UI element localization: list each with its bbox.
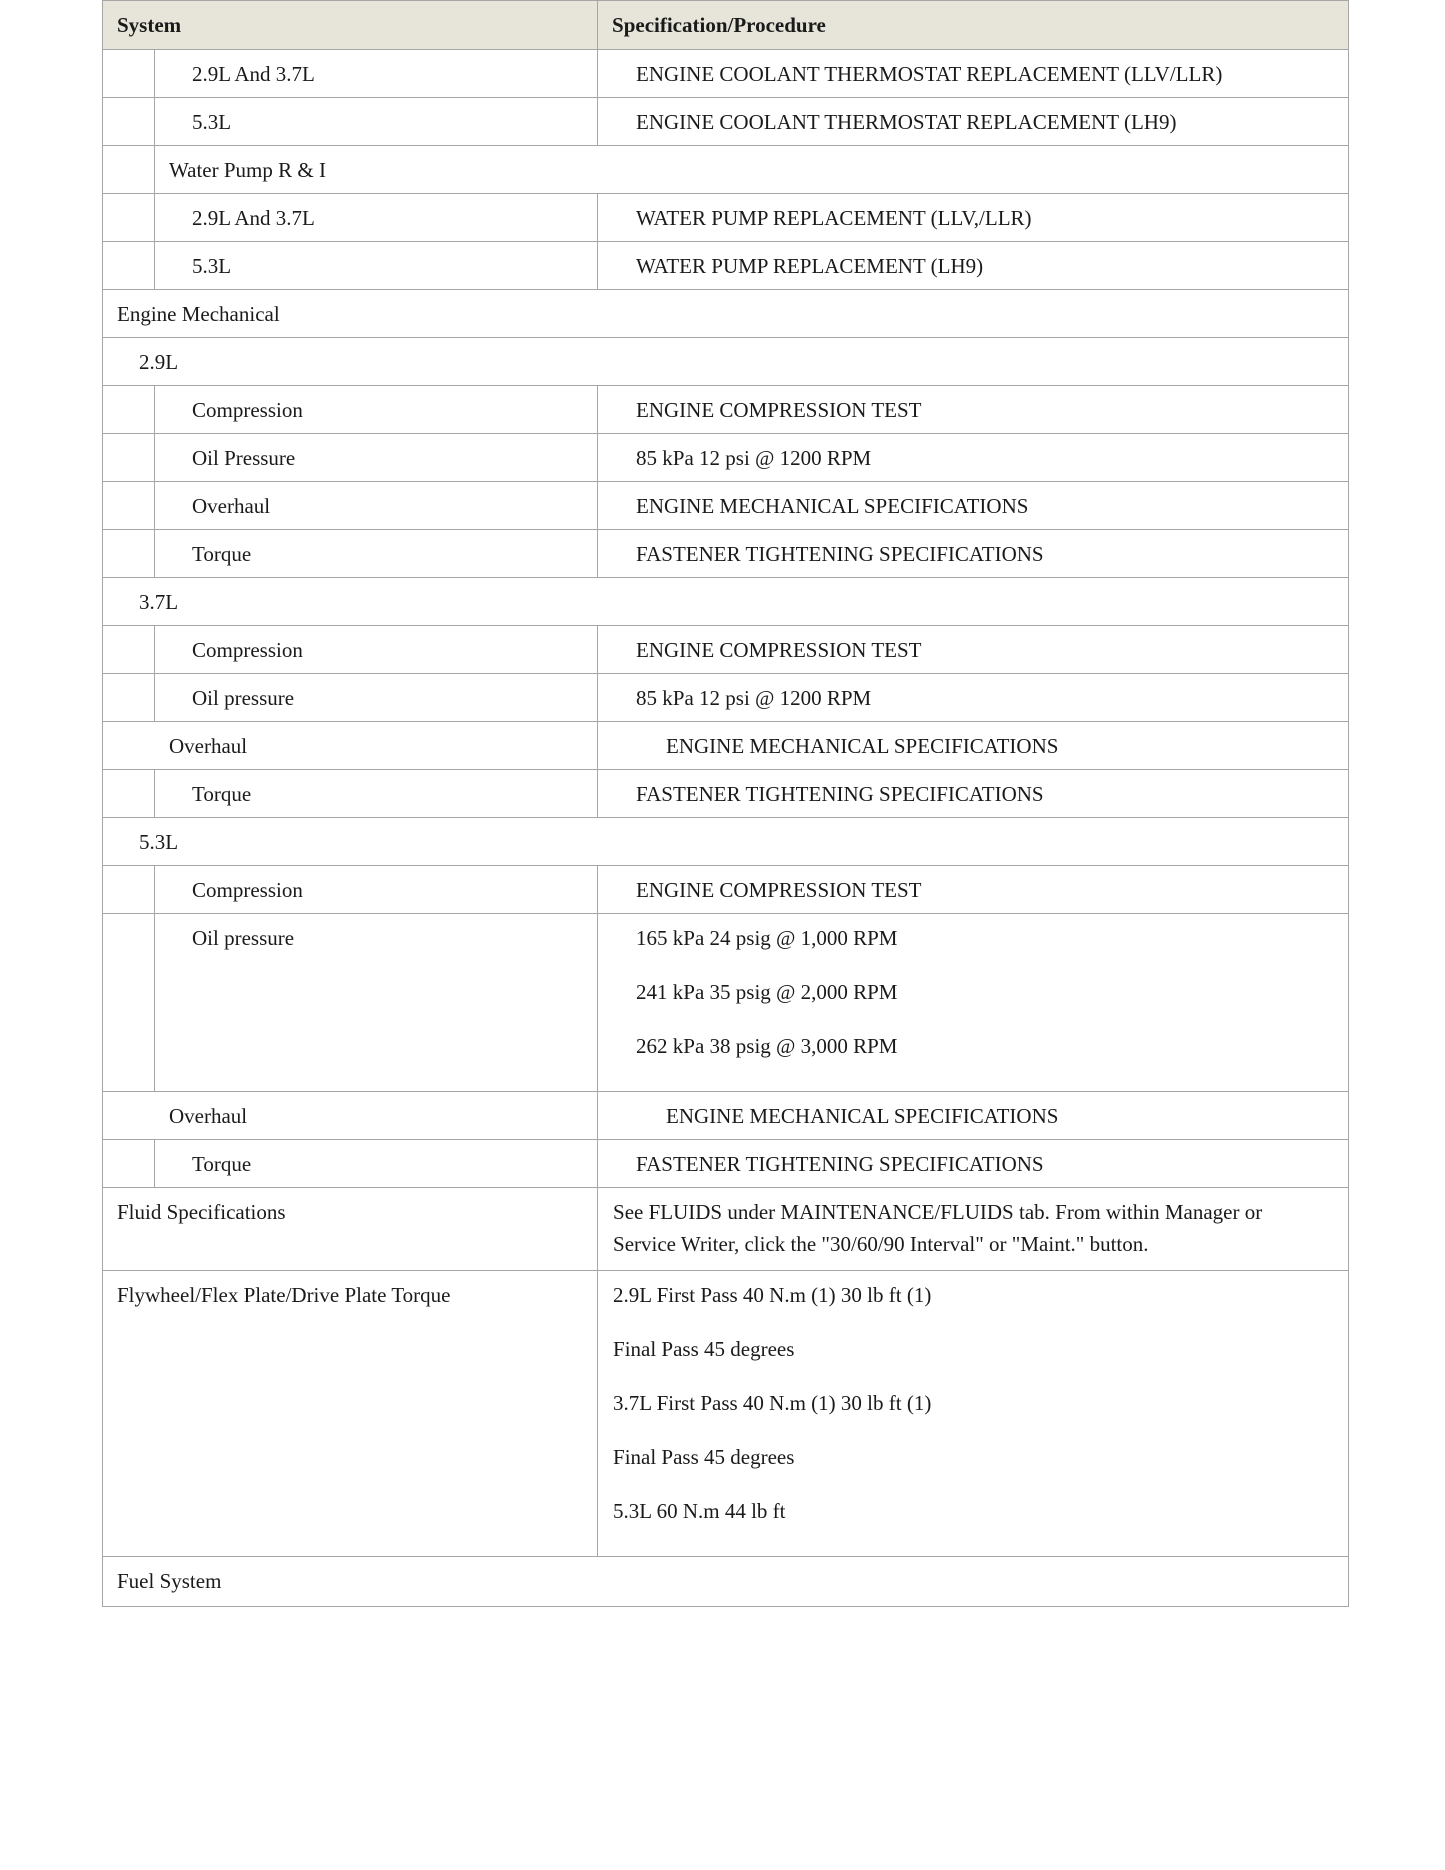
table-row (103, 194, 1349, 242)
spec-cell (598, 50, 1349, 98)
system-cell (155, 50, 598, 98)
indent-cell (103, 626, 155, 674)
specification-table (102, 0, 1349, 1607)
engine-cell (103, 578, 1349, 626)
system-cell (103, 1271, 598, 1557)
header-system: System (103, 1, 598, 50)
indent-cell (103, 242, 155, 290)
spec-link[interactable]: ENGINE MECHANICAL SPECIFICATIONS (636, 494, 1029, 518)
spec-cell (598, 434, 1349, 482)
table-row (103, 866, 1349, 914)
spec-cell (598, 194, 1349, 242)
system-cell (155, 1140, 598, 1188)
spec-cell (598, 482, 1349, 530)
indent-cell (103, 434, 155, 482)
indent-cell (103, 914, 155, 1092)
table-row (103, 1140, 1349, 1188)
group-cell (103, 1557, 1349, 1607)
spec-link[interactable]: FASTENER TIGHTENING SPECIFICATIONS (636, 542, 1044, 566)
group-cell (103, 290, 1349, 338)
table-row (103, 722, 1349, 770)
table-row (103, 482, 1349, 530)
engine-label: 2.9L (139, 350, 179, 374)
spec-cell (598, 1092, 1349, 1140)
system-label: Oil pressure (192, 686, 295, 710)
table-row (103, 674, 1349, 722)
spec-link[interactable]: WATER PUMP REPLACEMENT (LH9) (636, 254, 984, 278)
system-label: 2.9L And 3.7L (192, 62, 315, 86)
spec-value: 241 kPa 35 psig @ 2,000 RPM (636, 980, 898, 1004)
system-label: Overhaul (169, 1104, 248, 1128)
spec-link[interactable]: WATER PUMP REPLACEMENT (LLV,/LLR) (636, 206, 1032, 230)
indent-cell (103, 1140, 155, 1188)
system-cell (155, 242, 598, 290)
system-cell (155, 98, 598, 146)
table-row (103, 1557, 1349, 1607)
indent-cell (103, 386, 155, 434)
spec-cell (598, 722, 1349, 770)
spec-value: 5.3L 60 N.m 44 lb ft (613, 1499, 786, 1523)
spec-value: Final Pass 45 degrees (613, 1445, 795, 1469)
system-label: 2.9L And 3.7L (192, 206, 315, 230)
spec-value: See FLUIDS under MAINTENANCE/FLUIDS tab. From within Manager or Service Writer, click the "30/60/90 Interval" or "Maint." button. (613, 1200, 1263, 1256)
spec-cell (598, 1188, 1349, 1271)
system-cell (103, 1188, 598, 1271)
spec-value: 262 kPa 38 psig @ 3,000 RPM (636, 1034, 898, 1058)
engine-cell (103, 338, 1349, 386)
spec-cell (598, 770, 1349, 818)
spec-link[interactable]: FASTENER TIGHTENING SPECIFICATIONS (636, 782, 1044, 806)
indent-cell (103, 50, 155, 98)
system-label: 5.3L (192, 254, 232, 278)
system-cell (155, 866, 598, 914)
spec-cell (598, 1271, 1349, 1557)
table-row (103, 290, 1349, 338)
indent-cell (103, 530, 155, 578)
table-row (103, 914, 1349, 1092)
system-label: Flywheel/Flex Plate/Drive Plate Torque (117, 1283, 451, 1307)
system-cell (103, 722, 598, 770)
system-cell (155, 626, 598, 674)
spec-link[interactable]: ENGINE COMPRESSION TEST (636, 398, 922, 422)
system-label: Compression (192, 638, 303, 662)
spec-value-list (598, 1271, 1348, 1523)
system-label: 5.3L (192, 110, 232, 134)
indent-cell (103, 770, 155, 818)
spec-value: 2.9L First Pass 40 N.m (1) 30 lb ft (1) (613, 1283, 932, 1307)
group-label: Fuel System (117, 1569, 222, 1593)
spec-cell (598, 386, 1349, 434)
spec-cell (598, 242, 1349, 290)
table-row (103, 1092, 1349, 1140)
table-row (103, 434, 1349, 482)
system-label: Oil Pressure (192, 446, 296, 470)
system-cell (155, 386, 598, 434)
table-row (103, 770, 1349, 818)
table-row (103, 98, 1349, 146)
subgroup-label: Water Pump R & I (169, 158, 326, 182)
spec-cell (598, 1140, 1349, 1188)
spec-link[interactable]: FASTENER TIGHTENING SPECIFICATIONS (636, 1152, 1044, 1176)
spec-cell (598, 98, 1349, 146)
indent-cell (103, 194, 155, 242)
spec-value-list (598, 914, 1348, 1058)
indent-cell (103, 674, 155, 722)
table-row (103, 146, 1349, 194)
indent-cell (103, 866, 155, 914)
spec-link[interactable]: ENGINE MECHANICAL SPECIFICATIONS (666, 1104, 1059, 1128)
spec-link[interactable]: ENGINE COMPRESSION TEST (636, 638, 922, 662)
table-row (103, 242, 1349, 290)
system-label: Torque (192, 782, 252, 806)
system-cell (103, 1092, 598, 1140)
system-label: Torque (192, 542, 252, 566)
table-header-row (103, 1, 1349, 50)
engine-label: 5.3L (139, 830, 179, 854)
spec-value: Final Pass 45 degrees (613, 1337, 795, 1361)
group-label: Engine Mechanical (117, 302, 280, 326)
spec-link[interactable]: ENGINE MECHANICAL SPECIFICATIONS (666, 734, 1059, 758)
spec-cell (598, 914, 1349, 1092)
engine-label: 3.7L (139, 590, 179, 614)
system-label: Compression (192, 398, 303, 422)
spec-value: 85 kPa 12 psi @ 1200 RPM (636, 686, 872, 710)
table-row (103, 386, 1349, 434)
table-row (103, 1188, 1349, 1271)
header-specification: Specification/Procedure (598, 1, 1349, 50)
table-row (103, 50, 1349, 98)
subgroup-cell (155, 146, 1349, 194)
table-row (103, 530, 1349, 578)
system-label: Overhaul (192, 494, 271, 518)
spec-cell (598, 626, 1349, 674)
engine-cell (103, 818, 1349, 866)
spec-link[interactable]: ENGINE COOLANT THERMOSTAT REPLACEMENT (LLV/LLR) (636, 62, 1223, 86)
indent-cell (103, 98, 155, 146)
table-row (103, 338, 1349, 386)
system-label: Fluid Specifications (117, 1200, 286, 1224)
spec-value: 3.7L First Pass 40 N.m (1) 30 lb ft (1) (613, 1391, 932, 1415)
spec-link[interactable]: ENGINE COOLANT THERMOSTAT REPLACEMENT (LH9) (636, 110, 1177, 134)
spec-link[interactable]: ENGINE COMPRESSION TEST (636, 878, 922, 902)
system-cell (155, 914, 598, 1092)
table-row (103, 578, 1349, 626)
spec-value: 85 kPa 12 psi @ 1200 RPM (636, 446, 872, 470)
system-label: Torque (192, 1152, 252, 1176)
indent-cell (103, 482, 155, 530)
system-cell (155, 770, 598, 818)
system-cell (155, 482, 598, 530)
spec-cell (598, 866, 1349, 914)
system-cell (155, 674, 598, 722)
indent-cell (103, 146, 155, 194)
spec-cell (598, 674, 1349, 722)
system-cell (155, 434, 598, 482)
system-cell (155, 194, 598, 242)
system-label: Oil pressure (192, 926, 295, 950)
system-label: Overhaul (169, 734, 248, 758)
spec-value: 165 kPa 24 psig @ 1,000 RPM (636, 926, 898, 950)
table-row (103, 1271, 1349, 1557)
system-label: Compression (192, 878, 303, 902)
spec-cell (598, 530, 1349, 578)
table-row (103, 818, 1349, 866)
table-row (103, 626, 1349, 674)
system-cell (155, 530, 598, 578)
